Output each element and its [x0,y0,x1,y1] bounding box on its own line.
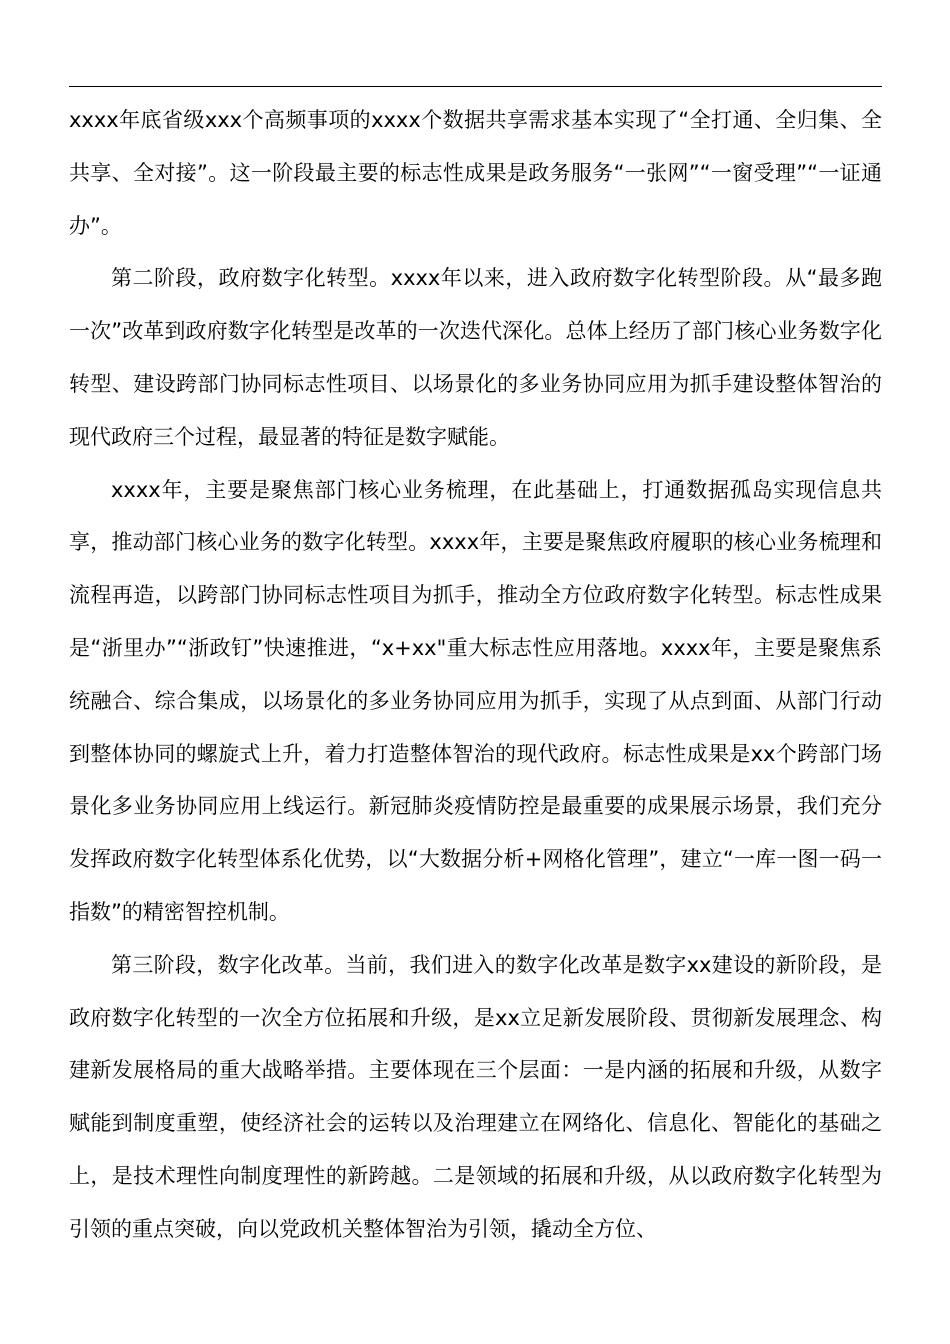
document-body [69,94,882,1256]
paragraph-2: 第二阶段，政府数字化转型。xxxx年以来，进入政府数字化转型阶段。从“最多跑一次”改革到政府数字化转型是改革的一次迭代深化。总体上经历了部门核心业务数字化转型、建设跨部门协同标志性项目、以场景化的多业务协同应用为抓手建设整体智治的现代政府三个过程，最显著的特征是数字赋能。 [69,266,882,449]
paragraph-1: xxxx年底省级xxx个高频事项的xxxx个数据共享需求基本实现了“全打通、全归集、全共享、全对接”。这一阶段最主要的标志性成果是政务服务“一张网”“一窗受理”“一证通办”。 [69,108,882,238]
paragraph-3: xxxx年，主要是聚焦部门核心业务梳理，在此基础上，打通数据孤岛实现信息共享，推动部门核心业务的数字化转型。xxxx年，主要是聚焦政府履职的核心业务梳理和流程再造，以跨部门协同标志性项目为抓手，推动全方位政府数字化转型。标志性成果是“浙里办”“浙政钉”快速推进，“x+xx"重大标志性应用落地。xxxx年，主要是聚焦系统融合、综合集成，以场景化的多业务协同应用为抓手，实现了从点到面、从部门行动到整体协同的螺旋式上升，着力打造整体智治的现代政府。标志性成果是xx个跨部门场景化多业务协同应用上线运行。新冠肺炎疫情防控是最重要的成果展示场景，我们充分发挥政府数字化转型体系化优势，以“大数据分析+网格化管理”，建立“一库一图一码一指数”的精密智控机制。 [69,477,882,924]
paragraph-4: 第三阶段，数字化改革。当前，我们进入的数字化改革是数字xx建设的新阶段，是政府数字化转型的一次全方位拓展和升级，是xx立足新发展阶段、贯彻新发展理念、构建新发展格局的重大战略举措。主要体现在三个层面：一是内涵的拓展和升级，从数字赋能到制度重塑，使经济社会的运转以及治理建立在网络化、信息化、智能化的基础之上，是技术理性向制度理性的新跨越。二是领域的拓展和升级，从以政府数字化转型为引领的重点突破，向以党政机关整体智治为引领，撬动全方位、 [69,952,882,1241]
header-rule [69,86,882,87]
